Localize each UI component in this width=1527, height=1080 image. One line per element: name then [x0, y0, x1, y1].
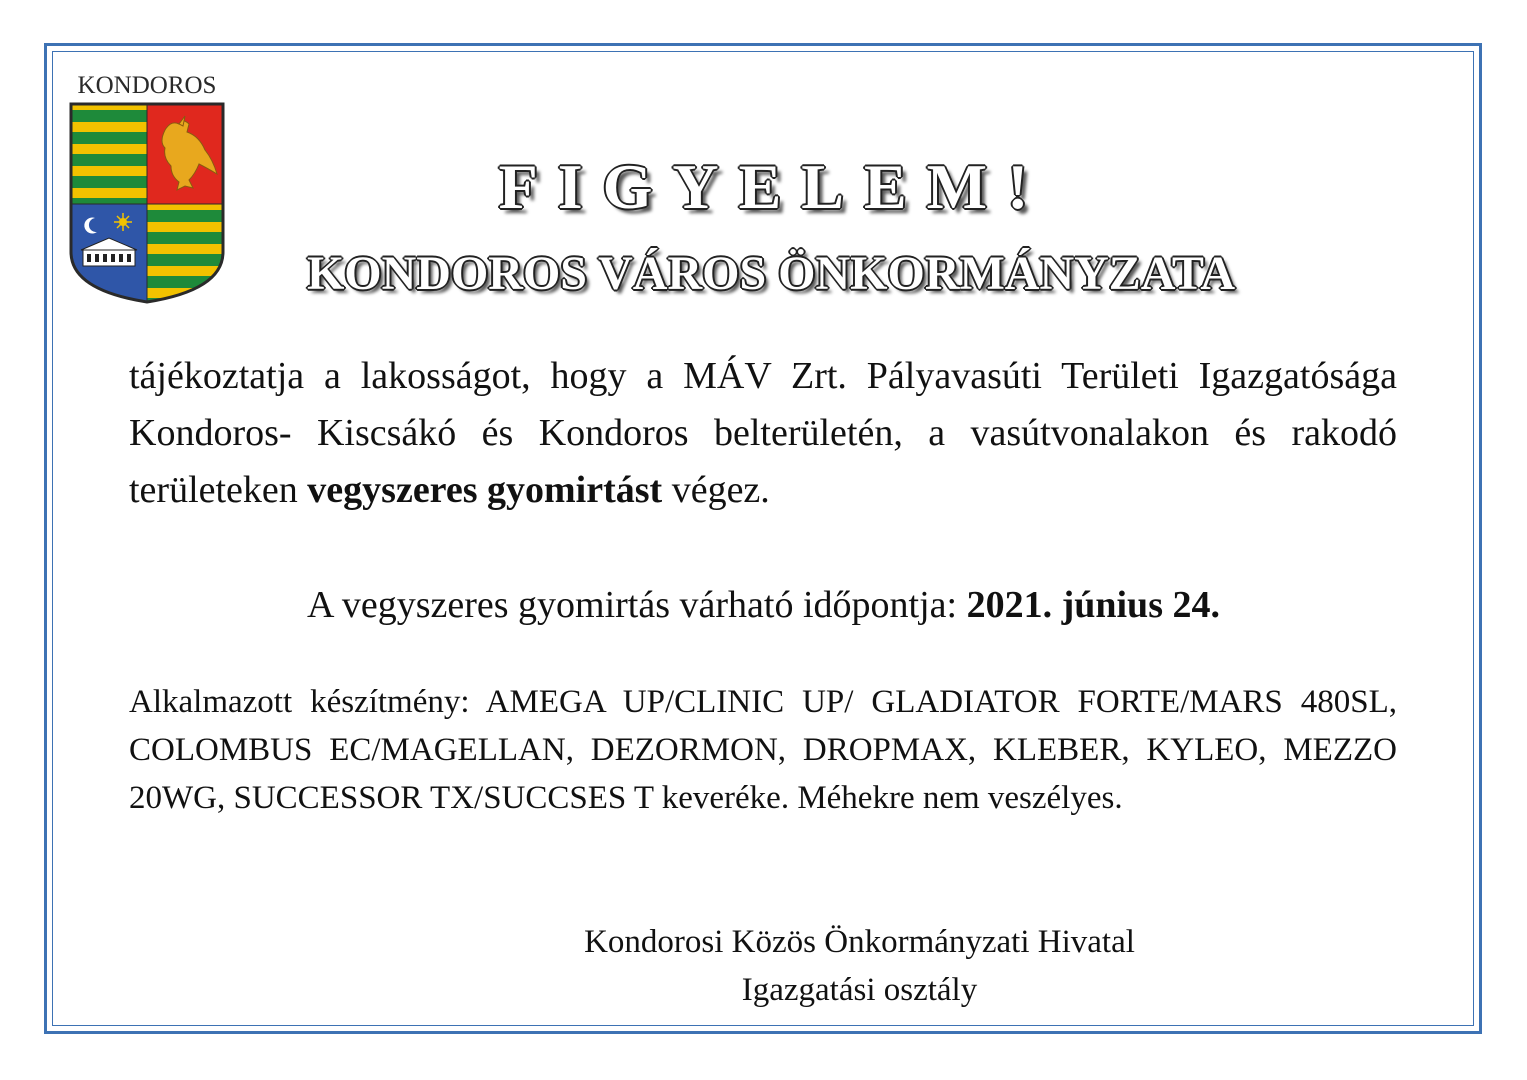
- signature-department: Igazgatási osztály: [741, 972, 978, 1008]
- notice-body-emphasis: vegyszeres gyomirtást: [307, 469, 663, 511]
- expected-date-value: 2021. június 24.: [966, 584, 1220, 626]
- logo-town-name: KONDOROS: [77, 72, 217, 99]
- expected-date-label: A vegyszeres gyomirtás várható időpontja:: [307, 584, 967, 626]
- signature-block: [0, 918, 1527, 1014]
- issuer-title: KONDOROS VÁROS ÖNKORMÁNYZATA: [306, 247, 1236, 300]
- products-paragraph: Alkalmazott készítmény: AMEGA UP/CLINIC UP/ GLADIATOR FORTE/MARS 480SL, COLOMBUS EC/MAGELLAN, DEZORMON, DROPMAX, KLEBER, KYLEO, MEZZO 20WG, SUCCESSOR TX/SUCCSES T keveréke. Méhekre nem veszélyes.: [129, 684, 1397, 816]
- notice-title: FIGYELEM!: [498, 151, 1049, 222]
- notice-body-text-2: végez.: [662, 469, 770, 511]
- notice-body-text-1: tájékoztatja a lakosságot, hogy a MÁV Zrt. Pályavasúti Területi Igazgatósága Kondoros- Kiscsákó és Kondoros belterületén, a vasútvonalakon és rakodó területeken: [129, 355, 1397, 511]
- expected-date-line: [0, 580, 1527, 630]
- signature-office: Kondorosi Közös Önkormányzati Hivatal: [584, 924, 1135, 960]
- notice-body: [129, 348, 1397, 519]
